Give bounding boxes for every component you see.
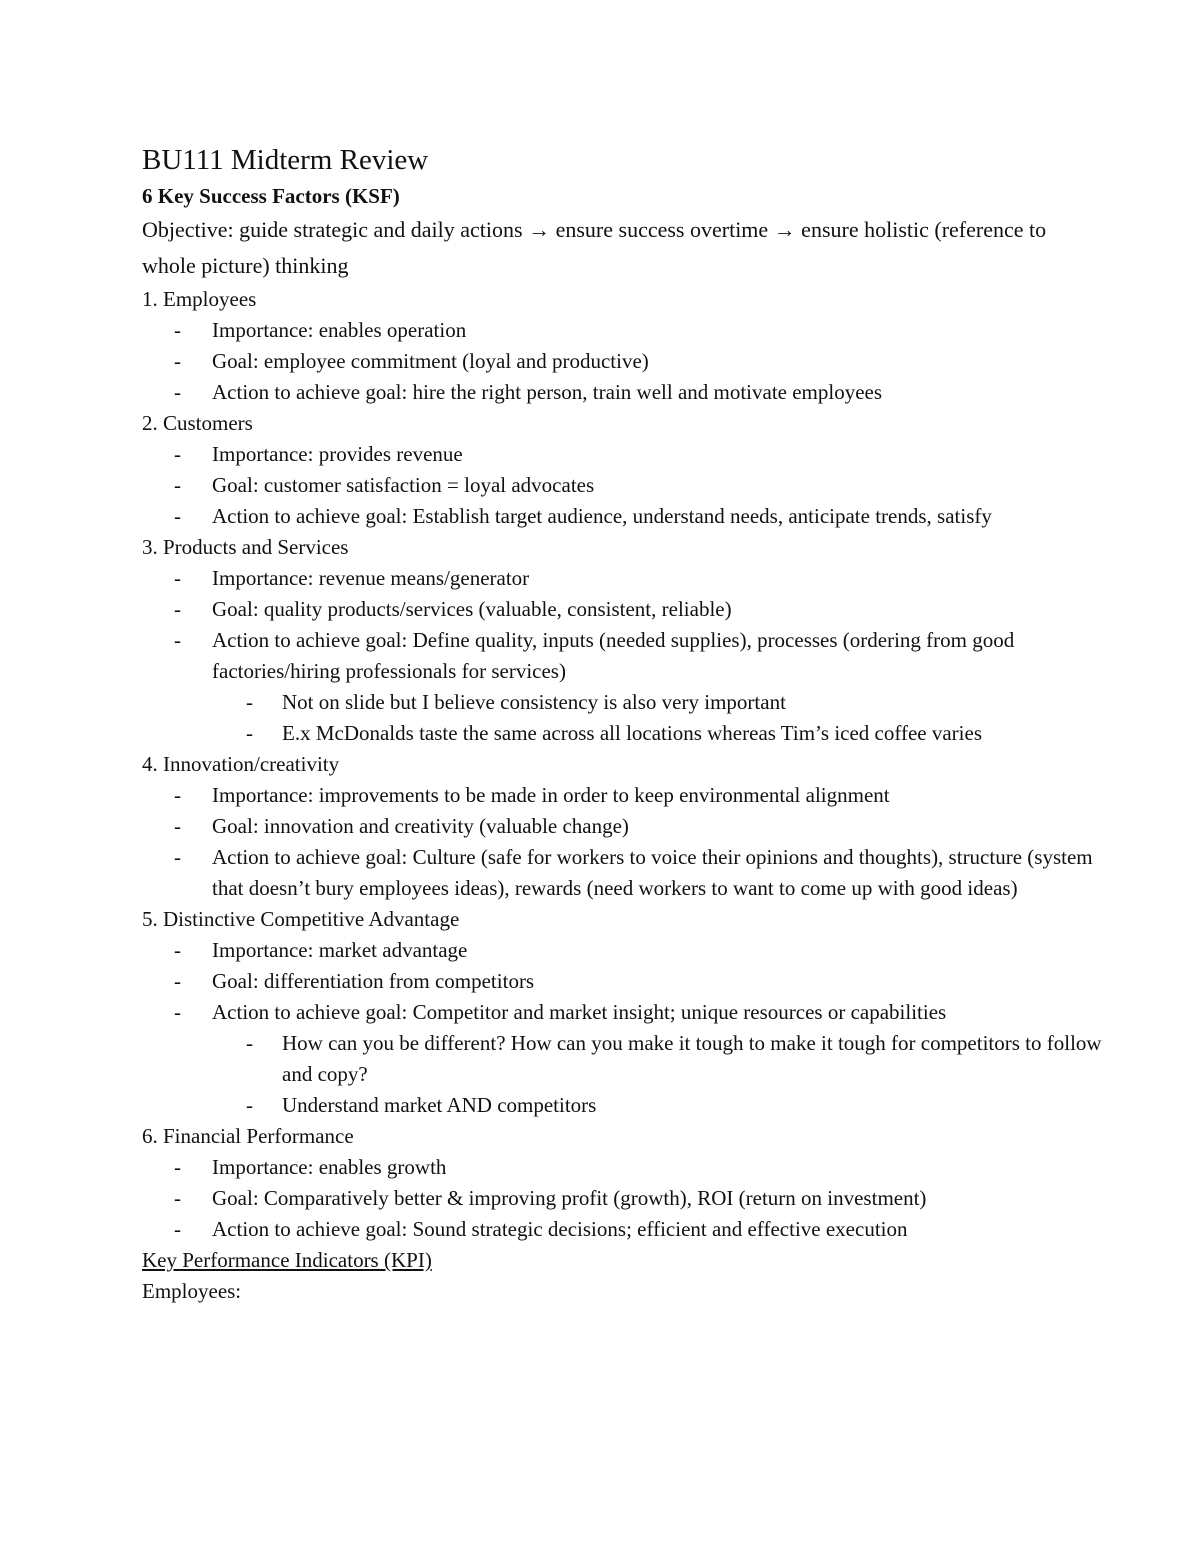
- page-title: BU111 Midterm Review: [142, 144, 429, 176]
- dash-bullet: -: [246, 690, 253, 714]
- list-item-text: Action to achieve goal: Culture (safe for workers to voice their opinions and thoughts), structure (system that doesn’t bury employees ideas), rewards (need workers to want to come up with good ideas): [212, 845, 1093, 900]
- list-item-text: Action to achieve goal: Competitor and market insight; unique resources or capabilities: [212, 1000, 947, 1024]
- kpi-employees-label: Employees:: [142, 1279, 242, 1303]
- sub-list-item-text: Understand market AND competitors: [282, 1093, 597, 1117]
- list-item: [142, 625, 1102, 749]
- list-item-text: Goal: innovation and creativity (valuable change): [212, 814, 629, 838]
- section-subtitle: 6 Key Success Factors (KSF): [142, 184, 400, 208]
- list-item: [142, 377, 1102, 408]
- list-item: [142, 563, 1102, 594]
- sub-list-item: [212, 1028, 1102, 1090]
- list-item-text: Goal: employee commitment (loyal and productive): [212, 349, 649, 373]
- dash-bullet: -: [174, 845, 181, 869]
- dash-bullet: -: [174, 442, 181, 466]
- factor-title: 1. Employees: [142, 287, 257, 311]
- dash-bullet: -: [174, 473, 181, 497]
- sub-list-item: [212, 687, 1102, 718]
- sub-list-item-text: How can you be different? How can you make it tough to make it tough for competitors to follow and copy?: [282, 1031, 1102, 1086]
- list-item-text: Action to achieve goal: hire the right person, train well and motivate employees: [212, 380, 883, 404]
- list-item-text: Action to achieve goal: Establish target audience, understand needs, anticipate trends, satisfy: [212, 504, 992, 528]
- dash-bullet: -: [174, 1000, 181, 1024]
- factors-list: [142, 284, 1102, 1245]
- list-item: [142, 346, 1102, 377]
- list-item: [142, 997, 1102, 1121]
- dash-bullet: -: [174, 597, 181, 621]
- dash-bullet: -: [246, 721, 253, 745]
- sub-list-item-text: Not on slide but I believe consistency is also very important: [282, 690, 786, 714]
- factor-block: [142, 408, 1102, 532]
- list-item-text: Importance: enables operation: [212, 318, 467, 342]
- dash-bullet: -: [174, 783, 181, 807]
- dash-bullet: -: [246, 1093, 253, 1117]
- list-item: [142, 811, 1102, 842]
- list-item-text: Action to achieve goal: Sound strategic decisions; efficient and effective execution: [212, 1217, 908, 1241]
- sub-list-item: [212, 718, 1102, 749]
- list-item: [142, 1214, 1102, 1245]
- factor-bullets: [142, 935, 1102, 1121]
- sub-list-item-text: E.x McDonalds taste the same across all locations whereas Tim’s iced coffee varies: [282, 721, 983, 745]
- factor-title: 5. Distinctive Competitive Advantage: [142, 907, 460, 931]
- dash-bullet: -: [174, 1186, 181, 1210]
- sub-list-item: [212, 1090, 1102, 1121]
- factor-title: 6. Financial Performance: [142, 1124, 354, 1148]
- dash-bullet: -: [174, 504, 181, 528]
- list-item-text: Importance: improvements to be made in order to keep environmental alignment: [212, 783, 890, 807]
- sub-bullets: [212, 1028, 1102, 1121]
- factor-block: [142, 1121, 1102, 1245]
- factor-block: [142, 749, 1102, 904]
- factor-block: [142, 904, 1102, 1121]
- factor-title: 3. Products and Services: [142, 535, 349, 559]
- list-item: [142, 935, 1102, 966]
- factor-bullets: [142, 1152, 1102, 1245]
- factor-block: [142, 532, 1102, 749]
- dash-bullet: -: [174, 566, 181, 590]
- list-item: [142, 780, 1102, 811]
- factor-bullets: [142, 563, 1102, 749]
- dash-bullet: -: [174, 814, 181, 838]
- dash-bullet: -: [174, 349, 181, 373]
- list-item: [142, 315, 1102, 346]
- list-item-text: Importance: enables growth: [212, 1155, 447, 1179]
- list-item: [142, 439, 1102, 470]
- list-item-text: Goal: Comparatively better & improving profit (growth), ROI (return on investment): [212, 1186, 927, 1210]
- dash-bullet: -: [174, 938, 181, 962]
- list-item: [142, 501, 1102, 532]
- list-item-text: Action to achieve goal: Define quality, inputs (needed supplies), processes (ordering from good factories/hiring professionals for services): [212, 628, 1015, 683]
- dash-bullet: -: [174, 380, 181, 404]
- kpi-heading: Key Performance Indicators (KPI): [142, 1248, 432, 1272]
- dash-bullet: -: [246, 1031, 253, 1055]
- dash-bullet: -: [174, 318, 181, 342]
- factor-bullets: [142, 780, 1102, 904]
- list-item: [142, 1183, 1102, 1214]
- factor-title: 2. Customers: [142, 411, 253, 435]
- sub-bullets: [212, 687, 1102, 749]
- dash-bullet: -: [174, 1217, 181, 1241]
- list-item: [142, 966, 1102, 997]
- list-item-text: Goal: quality products/services (valuable, consistent, reliable): [212, 597, 732, 621]
- factor-bullets: [142, 315, 1102, 408]
- dash-bullet: -: [174, 628, 181, 652]
- list-item-text: Importance: market advantage: [212, 938, 468, 962]
- factor-title: 4. Innovation/creativity: [142, 752, 340, 776]
- list-item-text: Goal: differentiation from competitors: [212, 969, 535, 993]
- document-page: [142, 140, 1102, 1307]
- list-item: [142, 842, 1102, 904]
- list-item: [142, 470, 1102, 501]
- factor-bullets: [142, 439, 1102, 532]
- list-item: [142, 1152, 1102, 1183]
- objective-text: Objective: guide strategic and daily actions → ensure success overtime → ensure holistic (reference to whole picture) thinking: [142, 217, 1047, 278]
- list-item-text: Importance: revenue means/generator: [212, 566, 530, 590]
- dash-bullet: -: [174, 1155, 181, 1179]
- dash-bullet: -: [174, 969, 181, 993]
- list-item: [142, 594, 1102, 625]
- list-item-text: Goal: customer satisfaction = loyal advocates: [212, 473, 595, 497]
- factor-block: [142, 284, 1102, 408]
- list-item-text: Importance: provides revenue: [212, 442, 463, 466]
